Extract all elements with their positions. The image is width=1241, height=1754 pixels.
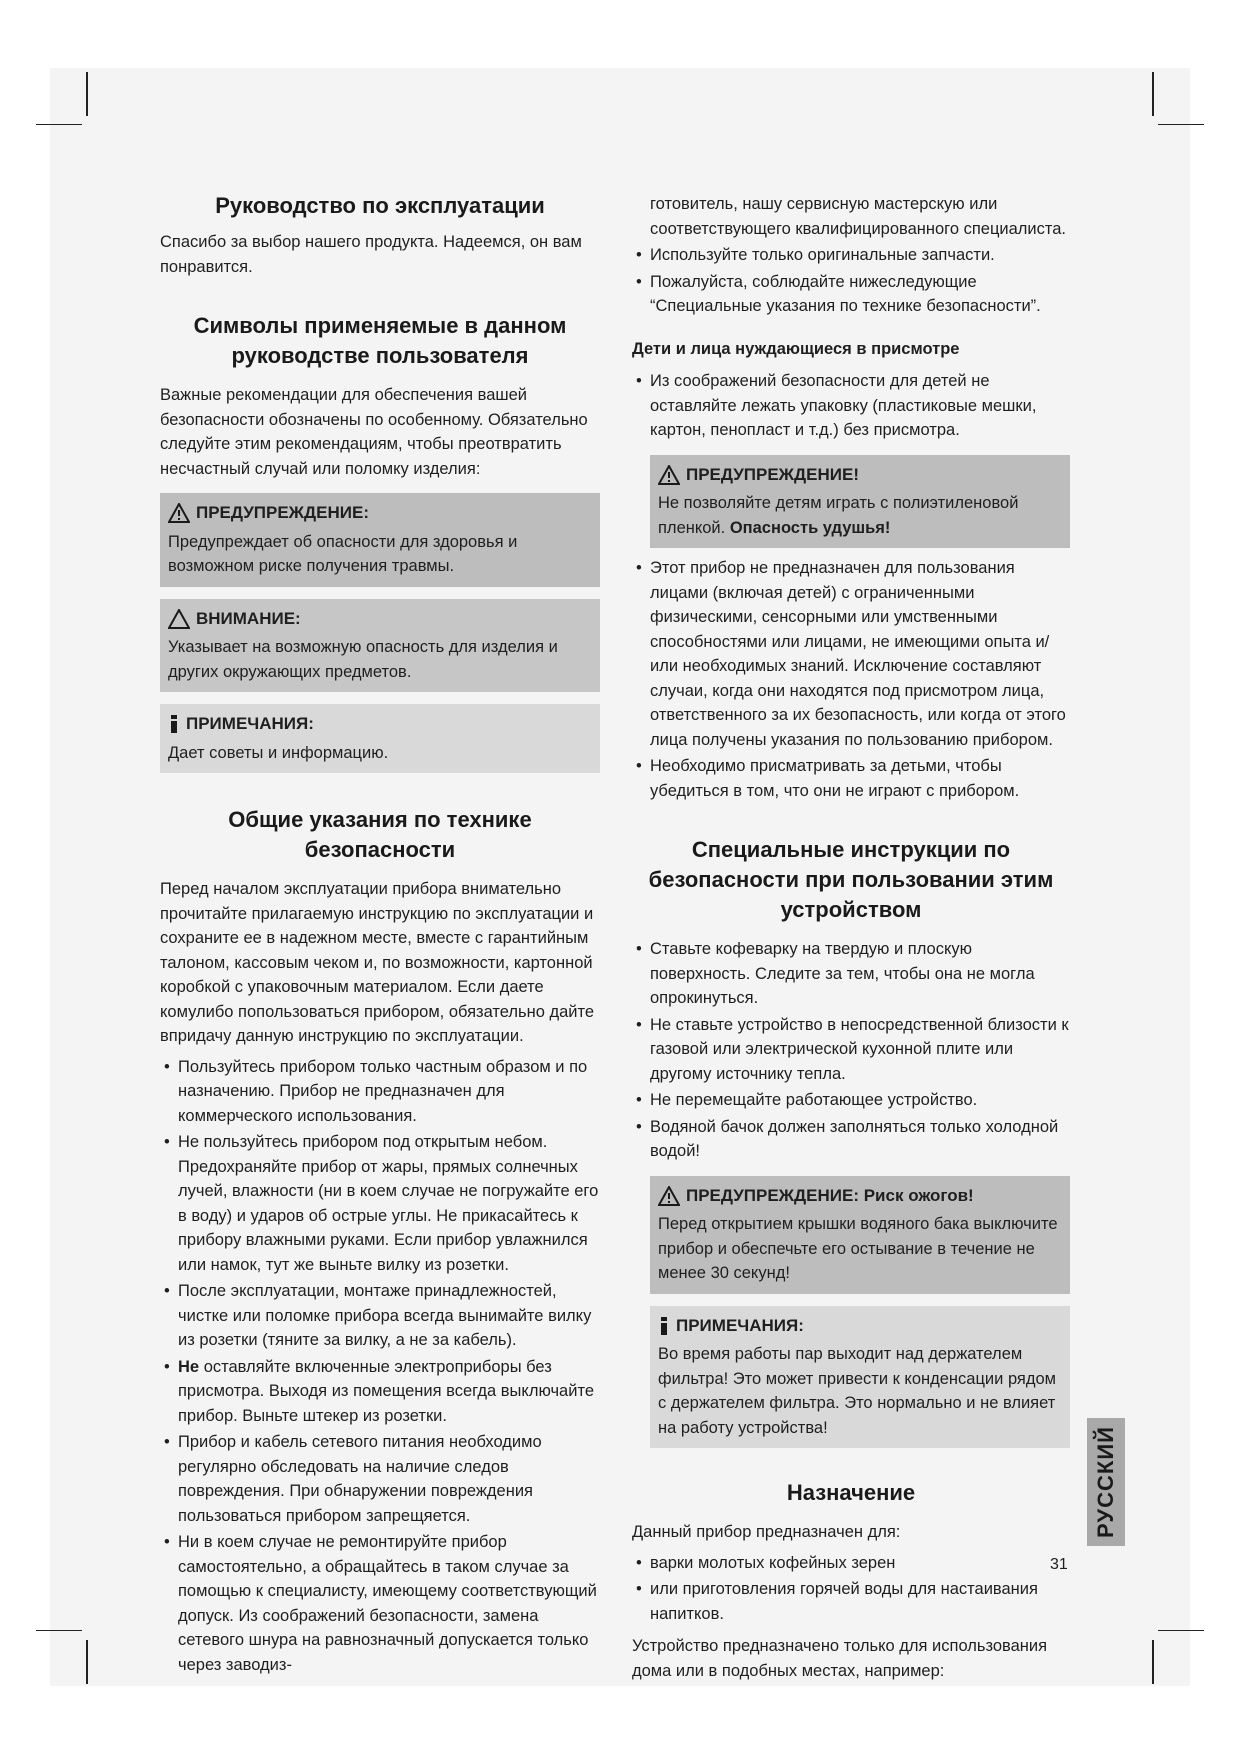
note-box-title: ПРИМЕЧАНИЯ: [186, 714, 314, 733]
list-item: • Необходимо присматривать за детьми, чтобы убедиться в том, что они не играют с прибором. [632, 754, 1070, 803]
crop-mark [36, 124, 82, 125]
warning-box [160, 493, 600, 587]
crop-mark [1152, 1640, 1154, 1684]
steam-note-text: Во время работы пар выходит над держателем фильтра! Это может привести к конденсации рядом с держателем фильтра. Это нормально и не влияет на работу устройства! [658, 1345, 1057, 1437]
burn-warning-title: ПРЕДУПРЕЖДЕНИЕ: Риск ожогов! [686, 1185, 974, 1205]
general-safety-heading: Общие указания по технике безопасности [228, 807, 532, 862]
list-item: • Ни в коем случае не ремонтируйте прибор самостоятельно, а обращайтесь в таком случае за помощью к специалисту, имеющему соответствующий допуск. Из соображений безопасности, замена сетевого шнура на равнозначный допускается только через заводиз- [160, 1530, 600, 1677]
crop-mark [1158, 1630, 1204, 1631]
bold-prefix: Не [178, 1357, 200, 1376]
list-item: • Не ставьте устройство в непосредственной близости к газовой или электрической кухонной плите или другому источнику тепла. [632, 1013, 1070, 1087]
children-warning-bold: Опасность удушья! [729, 518, 891, 537]
list-item: • варки молотых кофейных зерен [632, 1551, 1070, 1576]
symbols-heading: Символы применяемые в данном руководстве пользователя [193, 313, 567, 368]
crop-mark [86, 1640, 88, 1684]
warning-box-title: ПРЕДУПРЕЖДЕНИЕ: [196, 503, 369, 522]
list-item: • Водяной бачок должен заполняться только холодной водой! [632, 1115, 1070, 1164]
crop-mark [36, 1630, 82, 1631]
list-item: • или приготовления горячей воды для настаивания напитков. [632, 1577, 1070, 1626]
crop-mark [1152, 72, 1154, 116]
steam-note-title: ПРИМЕЧАНИЯ: [676, 1315, 804, 1335]
list-item: • Используйте только оригинальные запчасти. [632, 243, 1070, 268]
warning-box-text: Предупреждает об опасности для здоровья и возможном риске получения травмы. [168, 532, 518, 575]
list-item: • Прибор и кабель сетевого питания необходимо регулярно обследовать на наличие следов повреждения. При обнаружении повреждения пользоваться прибором запрещяется. [160, 1430, 600, 1528]
warning-triangle-icon [658, 1186, 680, 1206]
caution-triangle-icon [168, 609, 190, 629]
caution-box-title: ВНИМАНИЕ: [196, 608, 301, 628]
intro-text: Спасибо за выбор нашего продукта. Надеемся, он вам понравится. [160, 233, 582, 276]
left-column [160, 192, 600, 1679]
language-tab: РУССКИЙ [1087, 1418, 1125, 1546]
continuation-text: готовитель, нашу сервисную мастерскую или соответствующего квалифицированного специалиста. [650, 195, 1067, 238]
warning-triangle-icon [658, 465, 680, 485]
caution-box [160, 599, 600, 693]
info-icon [658, 1316, 670, 1336]
burn-warning-box [650, 1176, 1070, 1294]
list-item: • Ставьте кофеварку на твердую и плоскую поверхность. Следите за тем, чтобы она не могла опрокинуться. [632, 937, 1070, 1011]
list-item: • Этот прибор не предназначен для пользования лицами (включая детей) с ограниченными физическими, сенсорными или умственными способностями или лицами, не имеющими опыта и/или необходимых знаний. Исключение составляют случаи, когда они находятся под присмотром лица, ответственного за их безопасность, или когда от этого лица получены указания по пользованию прибором. [632, 556, 1070, 752]
symbols-text: Важные рекомендации для обеспечения вашей безопасности обозначены по особенному. Обязательно следуйте этим рекомендациям, чтобы преотвратить несчастный случай или поломку изделия: [160, 386, 588, 478]
list-item: • Не оставляйте включенные электроприборы без присмотра. Выходя из помещения всегда выключайте прибор. Выньте штекер из розетки. [160, 1355, 600, 1429]
general-safety-text: Перед началом эксплуатации прибора внимательно прочитайте прилагаемую инструкцию по эксплуатации и сохраните ее в надежном месте, вместе с гарантийным талоном, кассовым чеком и, по возможности, картонной коробкой с упаковочным материалом. Если даете комулибо попользоваться прибором, обязательно дайте впридачу данную инструкцию по эксплуатации. [160, 880, 595, 1045]
burn-warning-text: Перед открытием крышки водяного бака выключите прибор и обеспечьте его остывание в течение не менее 30 секунд! [658, 1215, 1058, 1282]
purpose-text: Данный прибор предназначен для: [632, 1523, 901, 1541]
purpose-heading: Назначение [786, 1480, 916, 1505]
manual-title: Руководство по эксплуатации [215, 193, 545, 218]
children-heading: Дети и лица нуждающиеся в присмотре [632, 339, 960, 358]
children-warning-text: Не позволяйте детям играть с полиэтиленовой пленкой. [658, 494, 1019, 537]
list-item: • После эксплуатации, монтаже принадлежностей, чистке или поломке прибора всегда вынимайте вилку из розетки (тяните за вилку, а не за кабель). [160, 1279, 600, 1353]
purpose-text-2: Устройство предназначено только для использования дома или в подобных местах, например: [632, 1637, 1048, 1680]
note-box [160, 704, 600, 773]
list-item: • Из соображений безопасности для детей не оставляйте лежать упаковку (пластиковые мешки, картон, пенопласт и т.д.) без присмотра. [632, 369, 1070, 443]
right-column [632, 192, 1070, 1689]
caution-box-text: Указывает на возможную опасность для изделия и других окружающих предметов. [168, 638, 558, 681]
info-icon [168, 714, 180, 734]
list-item: • Не пользуйтесь прибором под открытым небом. Предохраняйте прибор от жары, прямых солнечных лучей, влажности (ни в коем случае не погружайте его в воду) и ударов об острые углы. Не прикасайтесь к прибору влажными руками. Если прибор увлажнился или намок, тут же выньте вилку из розетки. [160, 1130, 600, 1277]
list-item: • Пожалуйста, соблюдайте нижеследующие “Специальные указания по технике безопасности”. [632, 270, 1070, 319]
warning-triangle-icon [168, 503, 190, 523]
list-item: • Пользуйтесь прибором только частным образом и по назначению. Прибор не предназначен для коммерческого использования. [160, 1055, 600, 1129]
steam-note-box [650, 1306, 1070, 1449]
list-item: • Не перемещайте работающее устройство. [632, 1088, 1070, 1113]
page-number: 31 [1050, 1556, 1068, 1573]
children-warning-box [650, 455, 1070, 549]
general-safety-list [160, 1055, 600, 1678]
crop-mark [1158, 124, 1204, 125]
crop-mark [86, 72, 88, 116]
children-warning-title: ПРЕДУПРЕЖДЕНИЕ! [686, 464, 859, 484]
special-safety-heading: Специальные инструкции по безопасности при пользовании этим устройством [648, 837, 1054, 922]
note-box-text: Дает советы и информацию. [168, 743, 389, 762]
